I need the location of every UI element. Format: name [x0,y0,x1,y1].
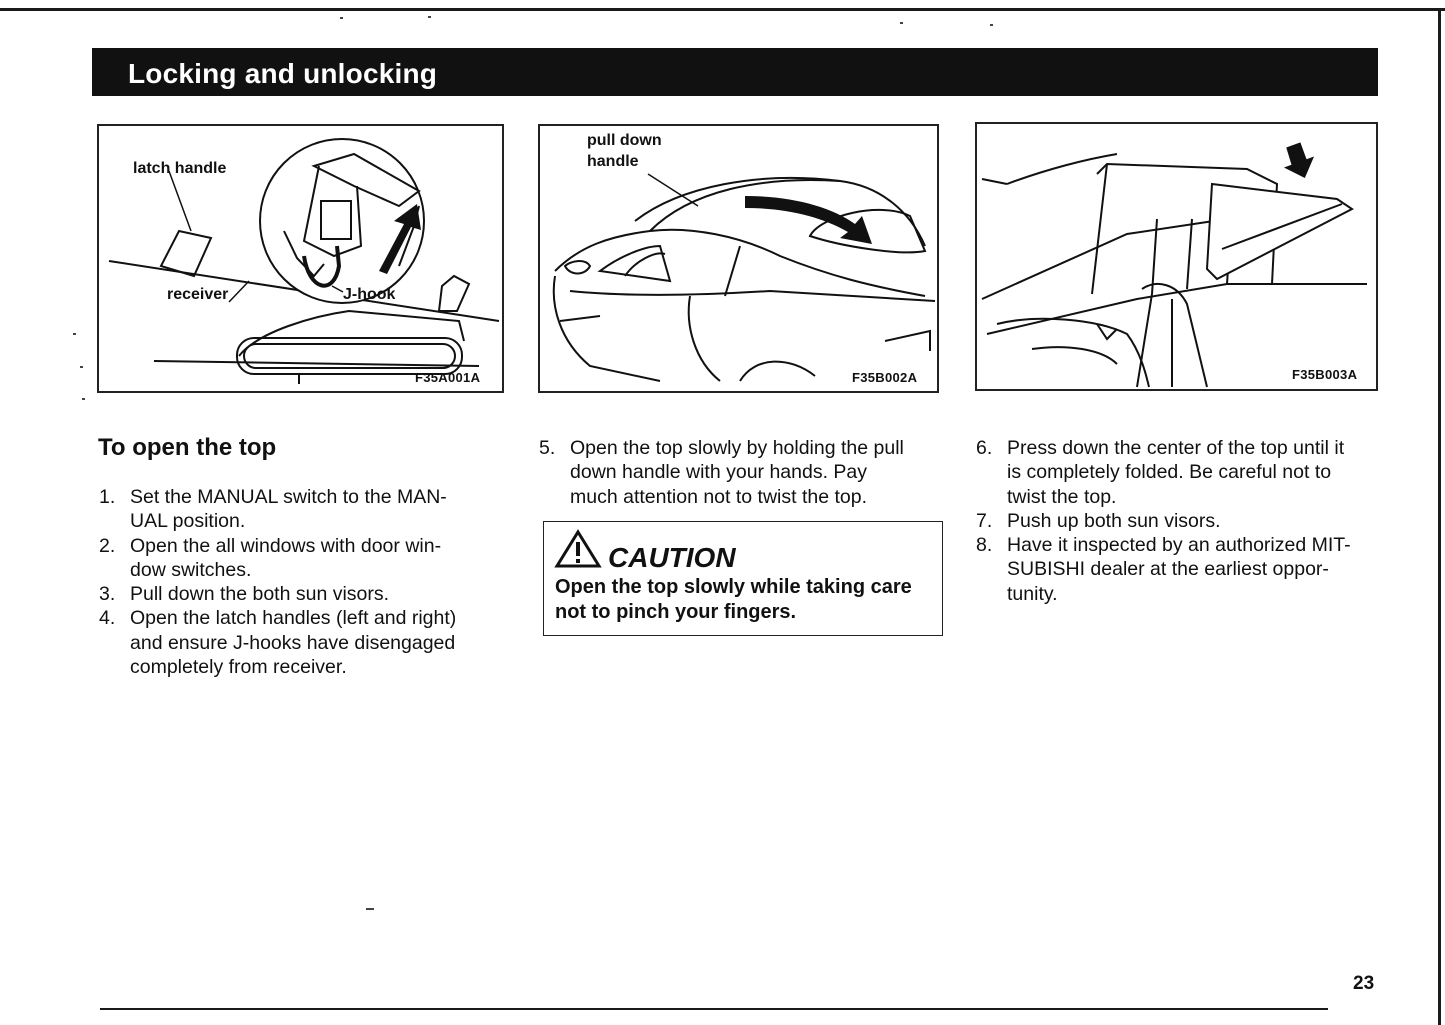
figure-folded-top [975,122,1378,391]
folding-top-illustration [977,124,1376,389]
caution-text: Open the top slowly while taking care not to pinch your fingers. [555,576,912,623]
step-number: 6. [976,437,993,459]
list-item [99,485,509,534]
bottom-border-rule [100,1008,1328,1010]
label-receiver: receiver [167,286,229,303]
step-text: Pull down the both sun visors. [130,583,390,606]
scan-speck [82,398,85,400]
list-item [99,606,509,679]
figure-latch-handle [97,124,504,393]
step-number: 4. [99,607,116,630]
list-item [976,509,1386,533]
label-latch-handle: latch handle [133,160,227,177]
figure-pull-down-handle [538,124,939,393]
caution-box [543,521,943,636]
step-text: Open the all windows with door win- dow switches. [130,534,442,581]
list-item [539,436,949,509]
step-number: 5. [539,437,556,459]
section-heading: To open the top [98,434,277,461]
scan-speck [366,908,374,910]
list-item [976,436,1386,509]
step-number: 3. [99,583,116,606]
steps-list-column-2 [539,436,949,509]
list-item [99,582,509,606]
caution-title: CAUTION [608,542,736,573]
step-number: 1. [99,486,116,508]
figure-code: F35A001A [415,370,481,385]
step-text: Open the top slowly by holding the pull down handle with your hands. Pay much attention not to twist the top. [570,437,904,508]
figure-code: F35B002A [852,370,918,385]
step-number: 7. [976,509,993,532]
step-text: Set the MANUAL switch to the MAN- UAL position. [130,486,447,533]
step-text: Have it inspected by an authorized MIT- SUBISHI dealer at the earliest oppor- tunity. [1007,534,1351,605]
figure-code: F35B003A [1292,367,1358,382]
step-number: 8. [976,534,993,557]
steps-list-column-1 [99,485,509,679]
scan-speck [428,16,431,18]
page-number: 23 [1353,973,1375,994]
warning-triangle-icon [554,529,602,569]
right-border-rule [1438,8,1441,1025]
scan-speck [73,333,76,335]
list-item [976,533,1386,606]
step-text: Open the latch handles (left and right) and ensure J-hooks have disengaged completely from receiver. [130,607,457,679]
page-title: Locking and unlocking [128,58,438,89]
scan-speck [900,22,903,24]
scan-speck [990,24,993,26]
list-item [99,534,509,583]
step-number: 2. [99,534,116,557]
top-border-rule [0,8,1445,11]
label-j-hook: J-hook [343,286,396,303]
section-header-bar [92,48,1378,96]
step-text: Push up both sun visors. [1007,509,1221,532]
steps-list-column-3 [976,436,1386,606]
scan-speck [80,366,83,368]
label-pull-down-handle: pull down handle [587,132,662,170]
step-text: Press down the center of the top until it is completely folded. Be careful not to twist the top. [1007,437,1345,508]
scan-speck [340,17,343,19]
